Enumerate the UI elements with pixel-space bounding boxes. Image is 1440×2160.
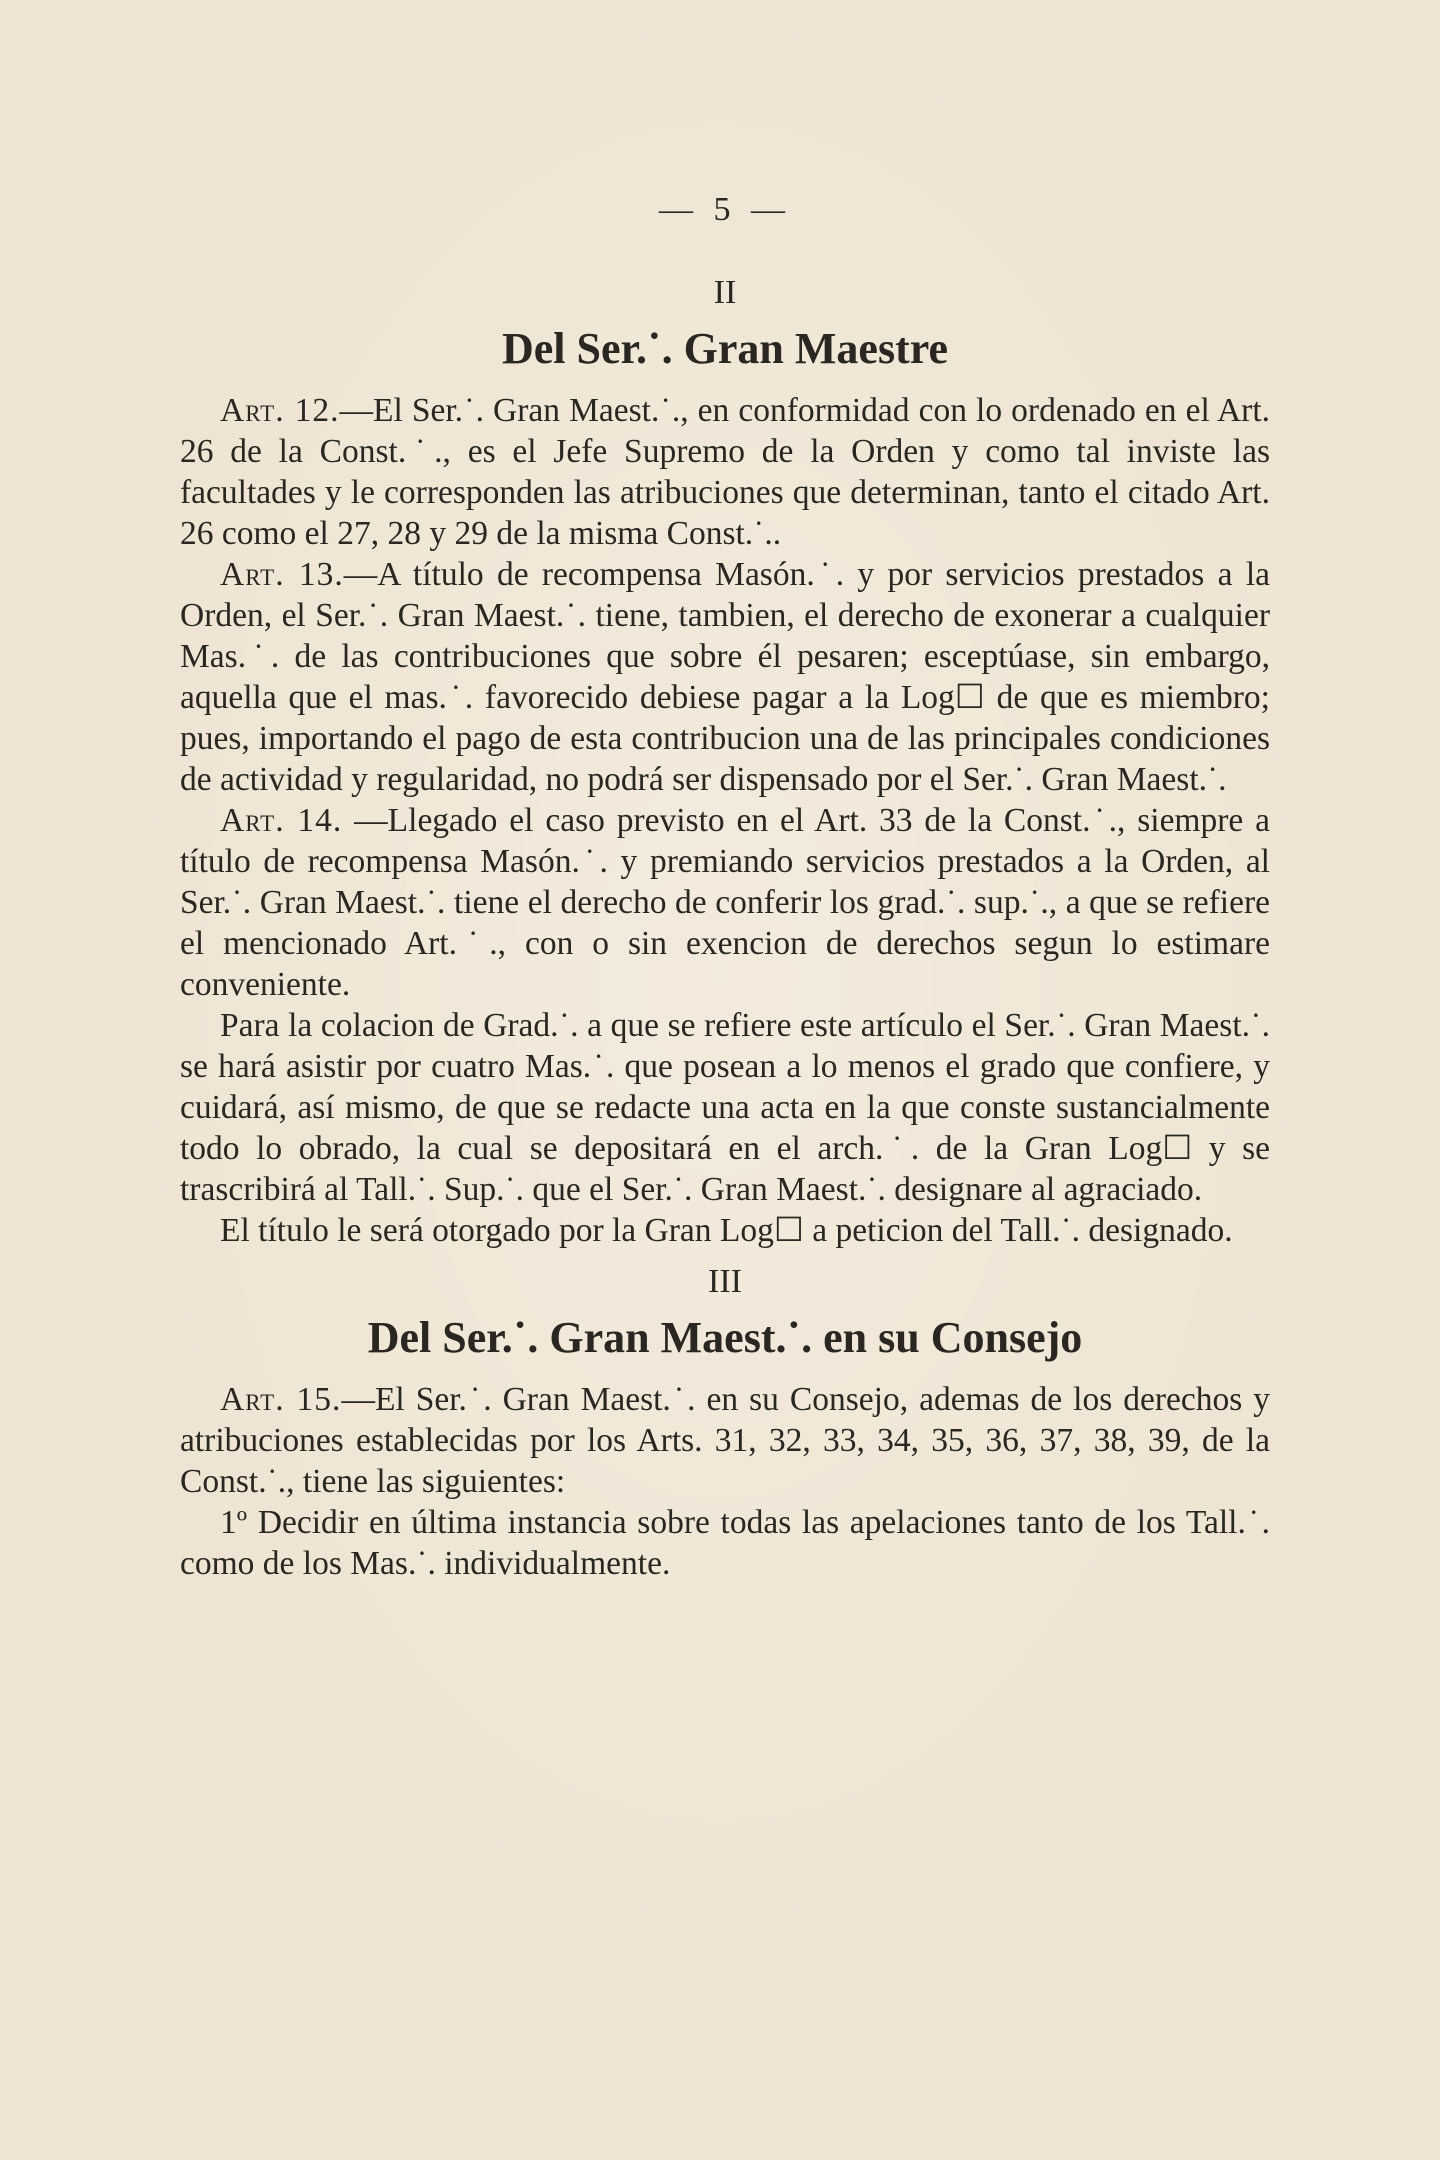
section-title-gran-maestre: Del Ser.˙. Gran Maestre xyxy=(502,324,948,373)
item-label: 1º xyxy=(220,1504,248,1541)
article-14 xyxy=(180,800,1270,1005)
article-label: Art. 15. xyxy=(220,1381,342,1418)
article-text: —A título de recompensa Masón.˙. y por servicios prestados a la Orden, el Ser.˙. Gran Maest.˙. tiene, tambien, el derecho de exonerar a cualquier Mas.˙. de las contribuciones que sobre él pesaren; esceptúase, sin embargo, aquella que el mas.˙. favorecido debiese pagar a la Log☐ de que es miembro; pues, importando el pago de esta contribucion una de las principales condiciones de actividad y regularidad, no podrá ser dispensado por el Ser.˙. Gran Maest.˙. xyxy=(180,556,1271,798)
article-15 xyxy=(180,1379,1270,1502)
text-block xyxy=(180,180,1270,1584)
article-text: —Llegado el caso previsto en el Art. 33 de la Const.˙., siempre a título de recompensa Masón.˙. y premiando servicios prestados a la Orden, al Ser.˙. Gran Maest.˙. tiene el derecho de conferir los grad.˙. sup.˙., a que se refiere el mencionado Art.˙., con o sin exencion de derechos segun lo estimare conveniente. xyxy=(180,802,1270,1003)
section-numeral-iii: III xyxy=(708,1263,742,1300)
item-text: Decidir en última instancia sobre todas las apelaciones tanto de los Tall.˙. como de los Mas.˙. individualmente. xyxy=(180,1504,1270,1582)
article-text: —El Ser.˙. Gran Maest.˙., en conformidad con lo ordenado en el Art. 26 de la Const.˙., es el Jefe Supremo de la Orden y como tal inviste las facultades y le corresponden las atribuciones que determinan, tanto el citado Art. 26 como el 27, 28 y 29 de la misma Const.˙.. xyxy=(180,392,1271,552)
paragraph-text: El título le será otorgado por la Gran Log☐ a peticion del Tall.˙. designado. xyxy=(220,1212,1233,1249)
paragraph-text: Para la colacion de Grad.˙. a que se refiere este artículo el Ser.˙. Gran Maest.˙. se hará asistir por cuatro Mas.˙. que posean a lo menos el grado que confiere, y cuidará, así mismo, de que se redacte una acta en la que conste sustancialmente todo lo obrado, la cual se depositará en el arch.˙. de la Gran Log☐ y se trascribirá al Tall.˙. Sup.˙. que el Ser.˙. Gran Maest.˙. designare al agraciado. xyxy=(180,1007,1270,1208)
article-12 xyxy=(180,390,1270,554)
paragraph-titulo xyxy=(180,1210,1270,1251)
section-numeral-ii: II xyxy=(713,274,737,311)
article-label: Art. 14. xyxy=(220,802,343,839)
section-title-consejo: Del Ser.˙. Gran Maest.˙. en su Consejo xyxy=(367,1313,1083,1362)
article-13 xyxy=(180,554,1270,800)
article-label: Art. 13. xyxy=(220,556,344,593)
article-label: Art. 12. xyxy=(220,392,340,429)
item-1 xyxy=(180,1502,1270,1584)
page-number: — 5 — xyxy=(659,191,791,228)
paragraph-colacion xyxy=(180,1005,1270,1210)
article-text: —El Ser.˙. Gran Maest.˙. en su Consejo, ademas de los derechos y atribuciones establecidas por los Arts. 31, 32, 33, 34, 35, 36, 37, 38, 39, de la Const.˙., tiene las siguientes: xyxy=(180,1381,1270,1500)
